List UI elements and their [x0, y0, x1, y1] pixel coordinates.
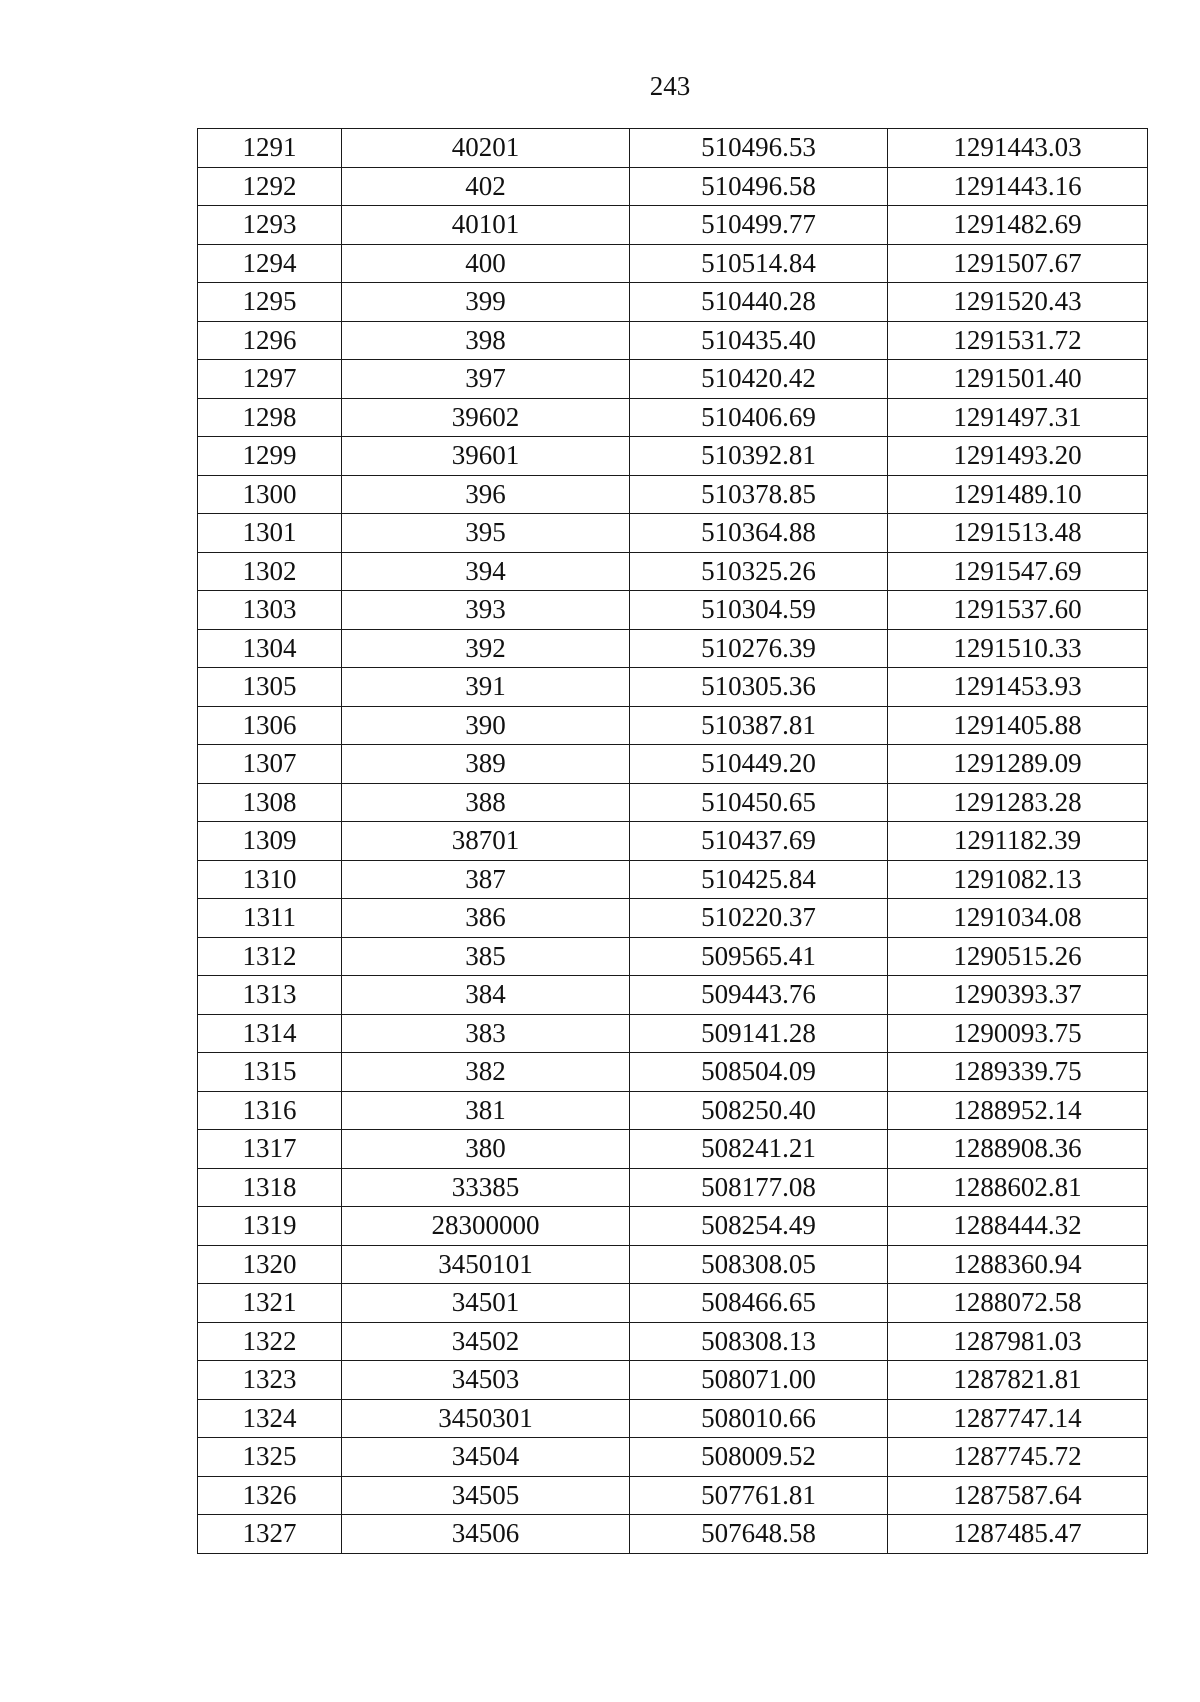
x-coordinate-cell: 508250.40 — [630, 1091, 888, 1130]
point-id-cell: 34503 — [342, 1361, 630, 1400]
row-index-cell: 1312 — [198, 937, 342, 976]
point-id-cell: 380 — [342, 1130, 630, 1169]
point-id-cell: 386 — [342, 899, 630, 938]
y-coordinate-cell: 1288602.81 — [888, 1168, 1148, 1207]
page-number: 243 — [649, 71, 691, 101]
x-coordinate-cell: 510364.88 — [630, 514, 888, 553]
row-index-cell: 1320 — [198, 1245, 342, 1284]
point-id-cell: 400 — [342, 244, 630, 283]
row-index-cell: 1315 — [198, 1053, 342, 1092]
y-coordinate-cell: 1290515.26 — [888, 937, 1148, 976]
y-coordinate-cell: 1291182.39 — [888, 822, 1148, 861]
y-coordinate-cell: 1291453.93 — [888, 668, 1148, 707]
table-row — [198, 629, 1148, 668]
row-index-cell: 1327 — [198, 1515, 342, 1554]
y-coordinate-cell: 1291501.40 — [888, 360, 1148, 399]
point-id-cell: 396 — [342, 475, 630, 514]
point-id-cell: 387 — [342, 860, 630, 899]
table-row — [198, 1399, 1148, 1438]
x-coordinate-cell: 510435.40 — [630, 321, 888, 360]
table-row — [198, 129, 1148, 168]
table-row — [198, 899, 1148, 938]
point-id-cell: 384 — [342, 976, 630, 1015]
table-row — [198, 591, 1148, 630]
point-id-cell: 40201 — [342, 129, 630, 168]
y-coordinate-cell: 1287587.64 — [888, 1476, 1148, 1515]
y-coordinate-cell: 1291537.60 — [888, 591, 1148, 630]
x-coordinate-cell: 509141.28 — [630, 1014, 888, 1053]
row-index-cell: 1292 — [198, 167, 342, 206]
table-row — [198, 321, 1148, 360]
y-coordinate-cell: 1291082.13 — [888, 860, 1148, 899]
row-index-cell: 1300 — [198, 475, 342, 514]
point-id-cell: 395 — [342, 514, 630, 553]
coordinates-table-body — [198, 129, 1148, 1554]
point-id-cell: 38701 — [342, 822, 630, 861]
y-coordinate-cell: 1291443.16 — [888, 167, 1148, 206]
row-index-cell: 1309 — [198, 822, 342, 861]
row-index-cell: 1311 — [198, 899, 342, 938]
point-id-cell: 392 — [342, 629, 630, 668]
table-row — [198, 822, 1148, 861]
point-id-cell: 34501 — [342, 1284, 630, 1323]
table-row — [198, 1438, 1148, 1477]
x-coordinate-cell: 510392.81 — [630, 437, 888, 476]
y-coordinate-cell: 1288908.36 — [888, 1130, 1148, 1169]
x-coordinate-cell: 510449.20 — [630, 745, 888, 784]
row-index-cell: 1305 — [198, 668, 342, 707]
row-index-cell: 1306 — [198, 706, 342, 745]
table-row — [198, 937, 1148, 976]
point-id-cell: 399 — [342, 283, 630, 322]
table-row — [198, 1130, 1148, 1169]
row-index-cell: 1296 — [198, 321, 342, 360]
y-coordinate-cell: 1287821.81 — [888, 1361, 1148, 1400]
x-coordinate-cell: 510496.58 — [630, 167, 888, 206]
table-row — [198, 706, 1148, 745]
table-row — [198, 1207, 1148, 1246]
table-row — [198, 1361, 1148, 1400]
x-coordinate-cell: 508177.08 — [630, 1168, 888, 1207]
row-index-cell: 1308 — [198, 783, 342, 822]
row-index-cell: 1307 — [198, 745, 342, 784]
table-row — [198, 206, 1148, 245]
table-row — [198, 552, 1148, 591]
row-index-cell: 1318 — [198, 1168, 342, 1207]
row-index-cell: 1303 — [198, 591, 342, 630]
y-coordinate-cell: 1291493.20 — [888, 437, 1148, 476]
point-id-cell: 381 — [342, 1091, 630, 1130]
x-coordinate-cell: 507761.81 — [630, 1476, 888, 1515]
row-index-cell: 1304 — [198, 629, 342, 668]
point-id-cell: 34506 — [342, 1515, 630, 1554]
point-id-cell: 382 — [342, 1053, 630, 1092]
y-coordinate-cell: 1291283.28 — [888, 783, 1148, 822]
row-index-cell: 1291 — [198, 129, 342, 168]
table-row — [198, 437, 1148, 476]
table-row — [198, 1245, 1148, 1284]
x-coordinate-cell: 510220.37 — [630, 899, 888, 938]
row-index-cell: 1321 — [198, 1284, 342, 1323]
point-id-cell: 397 — [342, 360, 630, 399]
row-index-cell: 1313 — [198, 976, 342, 1015]
table-row — [198, 1284, 1148, 1323]
row-index-cell: 1322 — [198, 1322, 342, 1361]
point-id-cell: 398 — [342, 321, 630, 360]
x-coordinate-cell: 508010.66 — [630, 1399, 888, 1438]
point-id-cell: 39601 — [342, 437, 630, 476]
point-id-cell: 34505 — [342, 1476, 630, 1515]
x-coordinate-cell: 508009.52 — [630, 1438, 888, 1477]
table-row — [198, 783, 1148, 822]
table-row — [198, 244, 1148, 283]
y-coordinate-cell: 1291520.43 — [888, 283, 1148, 322]
table-row — [198, 860, 1148, 899]
row-index-cell: 1319 — [198, 1207, 342, 1246]
table-row — [198, 360, 1148, 399]
row-index-cell: 1325 — [198, 1438, 342, 1477]
x-coordinate-cell: 510440.28 — [630, 283, 888, 322]
x-coordinate-cell: 509443.76 — [630, 976, 888, 1015]
y-coordinate-cell: 1287485.47 — [888, 1515, 1148, 1554]
table-row — [198, 1091, 1148, 1130]
y-coordinate-cell: 1291405.88 — [888, 706, 1148, 745]
x-coordinate-cell: 508241.21 — [630, 1130, 888, 1169]
table-row — [198, 1014, 1148, 1053]
row-index-cell: 1310 — [198, 860, 342, 899]
y-coordinate-cell: 1291482.69 — [888, 206, 1148, 245]
x-coordinate-cell: 510496.53 — [630, 129, 888, 168]
y-coordinate-cell: 1291489.10 — [888, 475, 1148, 514]
coordinates-table — [197, 128, 1148, 1554]
row-index-cell: 1295 — [198, 283, 342, 322]
x-coordinate-cell: 508504.09 — [630, 1053, 888, 1092]
x-coordinate-cell: 510425.84 — [630, 860, 888, 899]
table-row — [198, 1476, 1148, 1515]
table-row — [198, 475, 1148, 514]
point-id-cell: 391 — [342, 668, 630, 707]
row-index-cell: 1293 — [198, 206, 342, 245]
y-coordinate-cell: 1291289.09 — [888, 745, 1148, 784]
y-coordinate-cell: 1288952.14 — [888, 1091, 1148, 1130]
y-coordinate-cell: 1287981.03 — [888, 1322, 1148, 1361]
point-id-cell: 34504 — [342, 1438, 630, 1477]
point-id-cell: 390 — [342, 706, 630, 745]
point-id-cell: 40101 — [342, 206, 630, 245]
row-index-cell: 1314 — [198, 1014, 342, 1053]
y-coordinate-cell: 1288072.58 — [888, 1284, 1148, 1323]
y-coordinate-cell: 1288444.32 — [888, 1207, 1148, 1246]
table-row — [198, 976, 1148, 1015]
point-id-cell: 3450101 — [342, 1245, 630, 1284]
row-index-cell: 1323 — [198, 1361, 342, 1400]
x-coordinate-cell: 510304.59 — [630, 591, 888, 630]
row-index-cell: 1298 — [198, 398, 342, 437]
x-coordinate-cell: 509565.41 — [630, 937, 888, 976]
point-id-cell: 394 — [342, 552, 630, 591]
y-coordinate-cell: 1287747.14 — [888, 1399, 1148, 1438]
x-coordinate-cell: 508308.05 — [630, 1245, 888, 1284]
point-id-cell: 402 — [342, 167, 630, 206]
y-coordinate-cell: 1291443.03 — [888, 129, 1148, 168]
point-id-cell: 33385 — [342, 1168, 630, 1207]
table-row — [198, 1053, 1148, 1092]
y-coordinate-cell: 1290093.75 — [888, 1014, 1148, 1053]
y-coordinate-cell: 1288360.94 — [888, 1245, 1148, 1284]
y-coordinate-cell: 1291531.72 — [888, 321, 1148, 360]
row-index-cell: 1297 — [198, 360, 342, 399]
table-row — [198, 398, 1148, 437]
table-row — [198, 514, 1148, 553]
point-id-cell: 3450301 — [342, 1399, 630, 1438]
y-coordinate-cell: 1290393.37 — [888, 976, 1148, 1015]
x-coordinate-cell: 510378.85 — [630, 475, 888, 514]
point-id-cell: 34502 — [342, 1322, 630, 1361]
point-id-cell: 393 — [342, 591, 630, 630]
x-coordinate-cell: 507648.58 — [630, 1515, 888, 1554]
row-index-cell: 1316 — [198, 1091, 342, 1130]
x-coordinate-cell: 510406.69 — [630, 398, 888, 437]
x-coordinate-cell: 510514.84 — [630, 244, 888, 283]
row-index-cell: 1301 — [198, 514, 342, 553]
y-coordinate-cell: 1291547.69 — [888, 552, 1148, 591]
table-row — [198, 668, 1148, 707]
x-coordinate-cell: 508071.00 — [630, 1361, 888, 1400]
y-coordinate-cell: 1287745.72 — [888, 1438, 1148, 1477]
x-coordinate-cell: 510325.26 — [630, 552, 888, 591]
point-id-cell: 389 — [342, 745, 630, 784]
table-row — [198, 167, 1148, 206]
x-coordinate-cell: 510276.39 — [630, 629, 888, 668]
y-coordinate-cell: 1291510.33 — [888, 629, 1148, 668]
point-id-cell: 383 — [342, 1014, 630, 1053]
x-coordinate-cell: 510387.81 — [630, 706, 888, 745]
table-row — [198, 745, 1148, 784]
x-coordinate-cell: 510420.42 — [630, 360, 888, 399]
row-index-cell: 1326 — [198, 1476, 342, 1515]
point-id-cell: 385 — [342, 937, 630, 976]
y-coordinate-cell: 1291497.31 — [888, 398, 1148, 437]
x-coordinate-cell: 510499.77 — [630, 206, 888, 245]
table-row — [198, 1168, 1148, 1207]
row-index-cell: 1317 — [198, 1130, 342, 1169]
x-coordinate-cell: 510305.36 — [630, 668, 888, 707]
y-coordinate-cell: 1289339.75 — [888, 1053, 1148, 1092]
row-index-cell: 1302 — [198, 552, 342, 591]
point-id-cell: 388 — [342, 783, 630, 822]
row-index-cell: 1294 — [198, 244, 342, 283]
row-index-cell: 1324 — [198, 1399, 342, 1438]
y-coordinate-cell: 1291034.08 — [888, 899, 1148, 938]
row-index-cell: 1299 — [198, 437, 342, 476]
x-coordinate-cell: 508466.65 — [630, 1284, 888, 1323]
table-row — [198, 283, 1148, 322]
x-coordinate-cell: 508254.49 — [630, 1207, 888, 1246]
point-id-cell: 28300000 — [342, 1207, 630, 1246]
x-coordinate-cell: 510450.65 — [630, 783, 888, 822]
y-coordinate-cell: 1291507.67 — [888, 244, 1148, 283]
point-id-cell: 39602 — [342, 398, 630, 437]
x-coordinate-cell: 508308.13 — [630, 1322, 888, 1361]
table-row — [198, 1322, 1148, 1361]
table-row — [198, 1515, 1148, 1554]
y-coordinate-cell: 1291513.48 — [888, 514, 1148, 553]
x-coordinate-cell: 510437.69 — [630, 822, 888, 861]
